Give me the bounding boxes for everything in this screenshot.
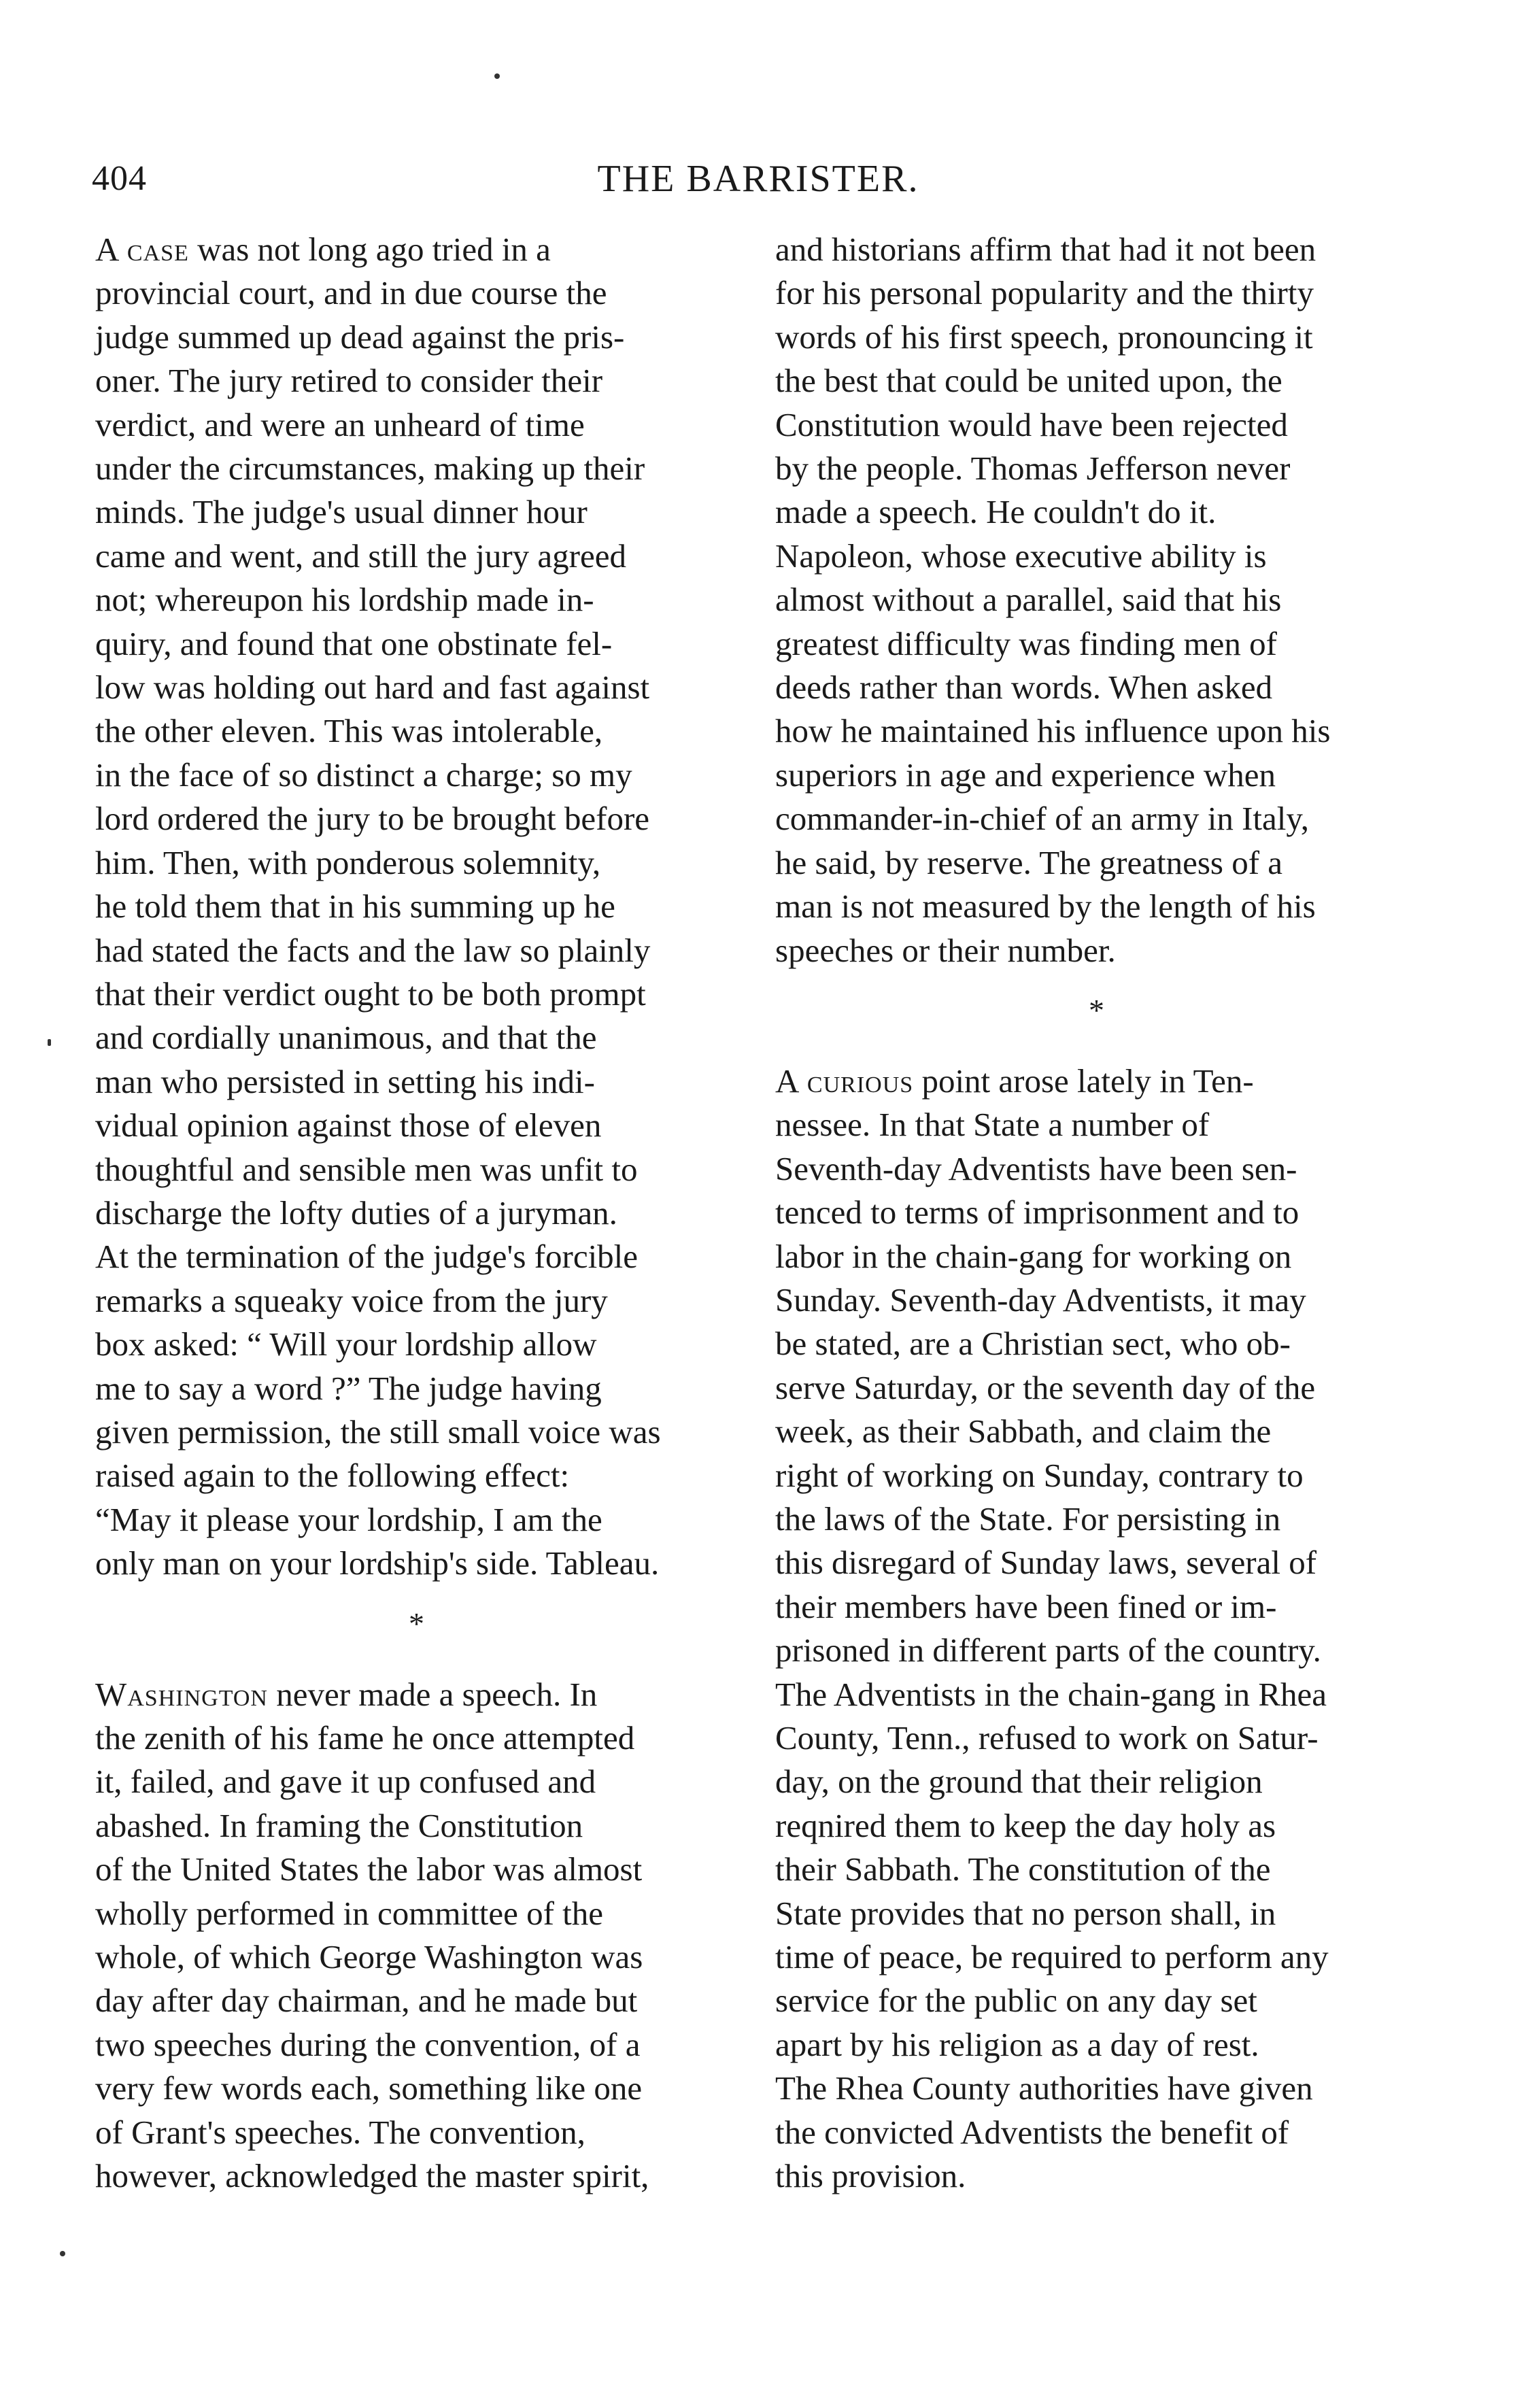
- paragraph-jury-case: [95, 228, 738, 1586]
- paragraph-lead-word: A case: [95, 231, 189, 268]
- page-header: [92, 155, 1425, 216]
- print-speck: [60, 2251, 65, 2256]
- print-speck: [494, 73, 500, 79]
- section-separator: *: [409, 1606, 424, 1641]
- right-column: [775, 228, 1418, 2198]
- running-title: THE BARRISTER.: [597, 158, 919, 200]
- paragraph-adventists: [775, 1059, 1418, 2199]
- section-separator: *: [1089, 992, 1104, 1028]
- paragraph-body: never made a speech. In the zenith of his fame he once attempted it, failed, and gave it up confused and abashed. In framing the Constitution of the United States the labor was almost wholly performed in committee of the whole, of which George Washington was day after day chairman, and he made but two speeches during the convention, of a very few words each, something like one of Grant's speeches. The convention, however, acknowledged the master spirit,: [95, 1675, 649, 2195]
- page-number: 404: [92, 159, 147, 198]
- paragraph-lead-word: Washington: [95, 1675, 268, 1713]
- paragraph-washington: [95, 1673, 738, 2199]
- print-speck: [48, 1039, 51, 1046]
- paragraph-body: point arose lately in Ten- nessee. In that State a number of Seventh-day Adventists have been sen- tenced to terms of imprisonment and to labor in the chain-gang for working on Sunday. Seventh-day Adventists, it may be stated, are a Christian sect, who ob- serve Saturday, or the seventh day of the week, as their Sabbath, and claim the right of working on Sunday, contrary to the laws of the State. For persisting in this disregard of Sunday laws, several of their members have been fined or im- prisoned in different parts of the country. The Adventists in the chain-gang in Rhea County, Tenn., refused to work on Satur- day, on the ground that their religion reqnired them to keep the day holy as their Sabbath. The constitution of the State provides that no person shall, in time of peace, be required to perform any service for the public on any day set apart by his religion as a day of rest. The Rhea County authorities have given the convicted Adventists the benefit of this provision.: [775, 1062, 1329, 2195]
- paragraph-lead-word: A curious: [775, 1062, 914, 1100]
- left-column: [95, 228, 738, 2198]
- paragraph-washington-continued: and historians affirm that had it not been for his personal popularity and the thirty words of his first speech, pronouncing it the best that could be united upon, the Constitution would have been rejected by the people. Thomas Jefferson never made a speech. He couldn't do it. Napoleon, whose executive ability is almost without a parallel, said that his greatest difficulty was finding men of deeds rather than words. When asked how he maintained his influence upon his superiors in age and experience when commander-in-chief of an army in Italy, he said, by reserve. The greatness of a man is not measured by the length of his speeches or their number.: [775, 231, 1331, 969]
- paragraph-body: was not long ago tried in a provincial court, and in due course the judge summed up dead against the pris- oner. The jury retired to consider their verdict, and were an unheard of time under the circumstances, making up their minds. The judge's usual dinner hour came and went, and still the jury agreed not; whereupon his lordship made in- quiry, and found that one obstinate fel- low was holding out hard and fast against the other eleven. This was intolerable, in the face of so distinct a charge; so my lord ordered the jury to be brought before him. Then, with ponderous solemnity, he told them that in his summing up he had stated the facts and the law so plainly that their verdict ought to be both prompt and cordially unanimous, and that the man who persisted in setting his indi- vidual opinion against those of eleven thoughtful and sensible men was unfit to discharge the lofty duties of a juryman. At the termination of the judge's forcible remarks a squeaky voice from the jury box asked: “ Will your lordship allow me to say a word ?” The judge having given permission, the still small voice was raised again to the following effect: “May it please your lordship, I am the only man on your lordship's side. Tableau.: [95, 231, 661, 1582]
